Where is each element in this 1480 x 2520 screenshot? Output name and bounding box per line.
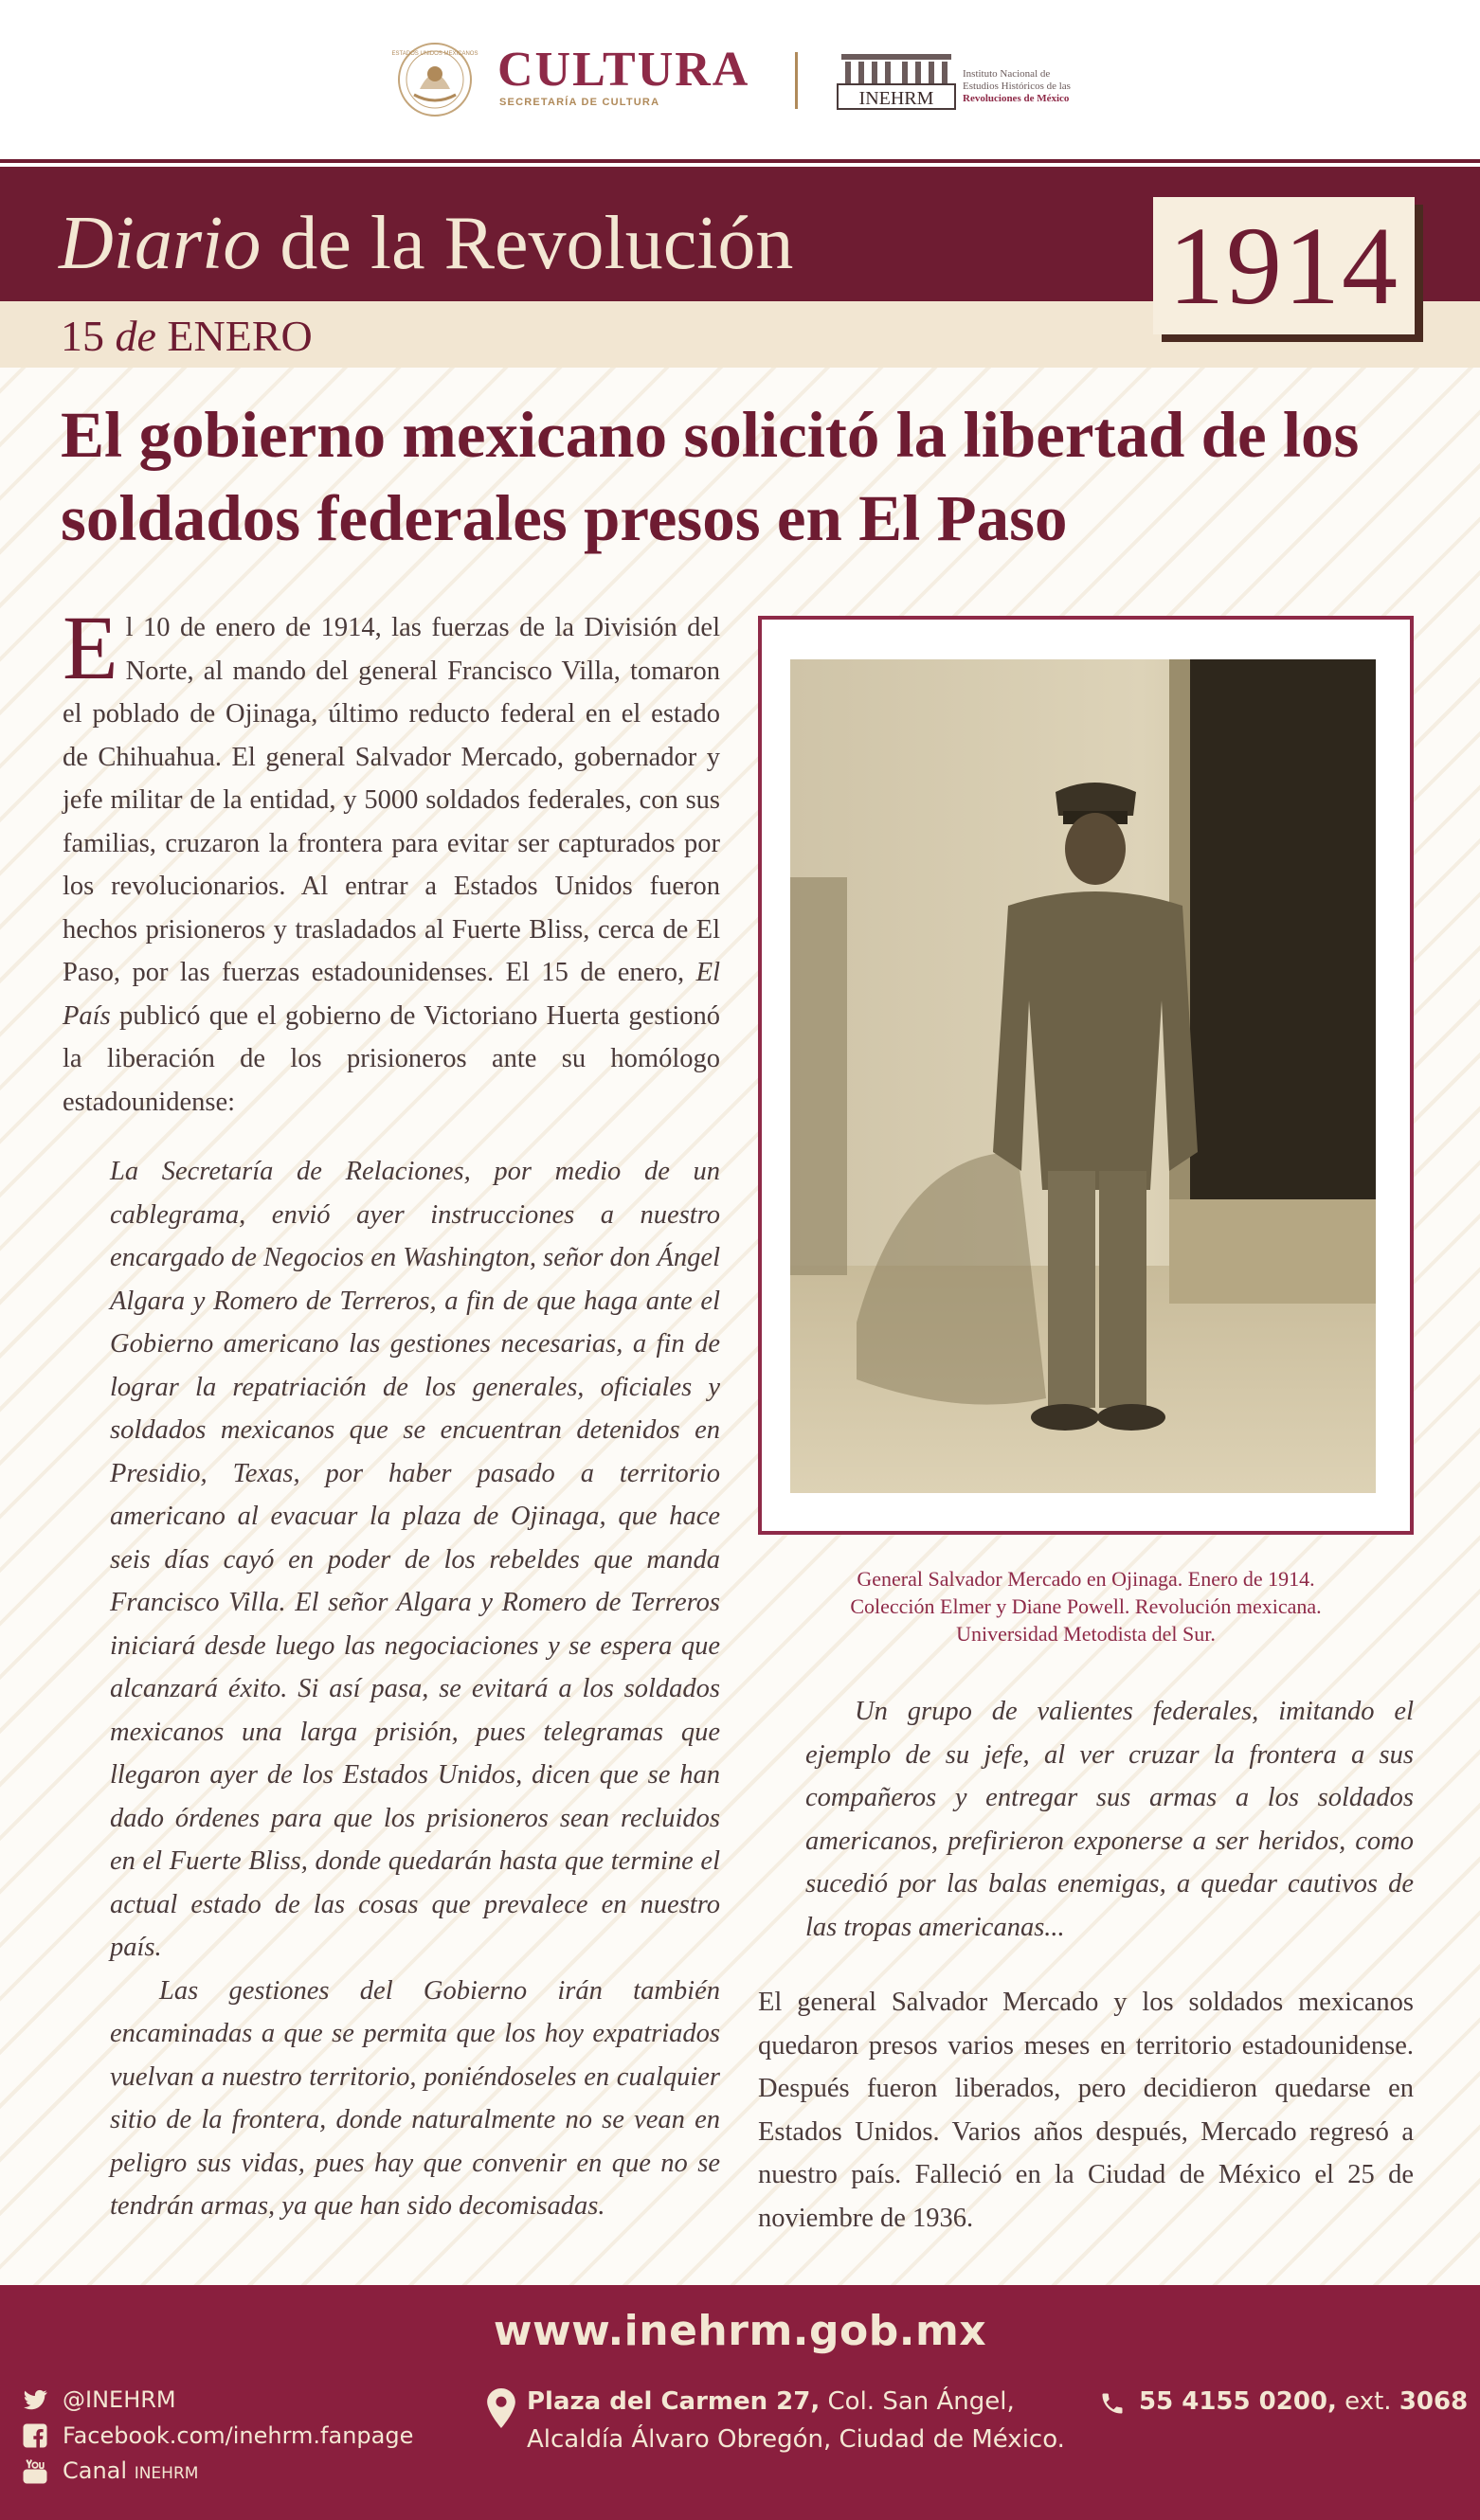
social-links <box>21 2382 413 2490</box>
twitter-link[interactable]: @INEHRM <box>21 2382 413 2418</box>
article-headline: El gobierno mexicano solicitó la libertad de los soldados federales presos en El Paso <box>61 399 1360 554</box>
year-label: 1914 <box>1168 203 1399 328</box>
date-label: 15 de ENERO <box>61 312 313 360</box>
inehrm-name: Instituto Nacional de Estudios Históricos de las Revoluciones de México <box>963 68 1071 104</box>
seal-icon <box>391 40 478 119</box>
phone-icon <box>1099 2390 1126 2417</box>
facebook-link[interactable]: Facebook.com/inehrm.fanpage <box>21 2418 413 2454</box>
masthead-title: Diario de la Revolución <box>59 202 794 285</box>
photo-caption: General Salvador Mercado en Ojinaga. Enero de 1914. Colección Elmer y Diane Powell. Revolución mexicana. Universidad Metodista del Sur. <box>850 1567 1322 1646</box>
dropcap: E <box>63 597 118 698</box>
photo-general-mercado <box>790 659 1376 1493</box>
article-intro: El 10 de enero de 1914, las fuerzas de la División del Norte, al mando del general Francisco Villa, tomaron el poblado de Ojinaga, último reducto federal en el estado de Chihuahua. El general Salvador Mercado, gobernador y jefe militar de la entidad, y 5000 soldados federales, con sus familias, cruzaron la frontera para evitar ser capturados por los revolucionarios. Al entrar a Estados Unidos fueron hechos prisioneros y trasladados al Fuerte Bliss, cerca de El Paso, por las fuerzas estadounidenses. El 15 de enero, El País publicó que el gobierno de Victoriano Huerta gestionó la liberación de los prisioneros ante su homólogo estadounidense: <box>63 597 720 1117</box>
article-closing: El general Salvador Mercado y los soldados mexicanos quedaron presos varios meses en territorio estadounidense. Después fueron liberados, pero decidieron quedarse en Estados Unidos. Varios años después, Mercado regresó a nuestro país. Falleció en la Ciudad de México el 25 de noviembre de 1936. <box>758 1988 1414 2233</box>
top-rule <box>0 159 1480 163</box>
inehrm-building-icon <box>836 52 957 111</box>
address: Plaza del Carmen 27, Col. San Ángel, Alcaldía Álvaro Obregón, Ciudad de México. <box>487 2383 1065 2458</box>
cultura-title: CULTURA <box>497 43 750 97</box>
website-link[interactable]: www.inehrm.gob.mx <box>493 2307 987 2355</box>
inehrm-logo-text: INEHRM <box>858 88 934 109</box>
year-box <box>1153 197 1415 334</box>
cultura-subtitle: SECRETARÍA DE CULTURA <box>499 97 660 108</box>
youtube-icon <box>21 2457 49 2486</box>
twitter-icon <box>21 2385 49 2414</box>
header <box>0 0 1480 156</box>
newspaper-name: El País <box>63 958 720 1031</box>
header-divider <box>795 52 798 109</box>
youtube-link[interactable]: Canal INEHRM <box>21 2454 413 2490</box>
quote-paragraph-1: La Secretaría de Relaciones, por medio de un cablegrama, envió ayer instrucciones a nuestro encargado de Negocios en Washington, señor don Ángel Algara y Romero de Terreros, a fin de que haga ante el Gobierno americano las gestiones necesarias, a fin de lograr la repatriación de los generales, oficiales y soldados mexicanos que se encuentran detenidos en Presidio, Texas, por haber pasado a territorio americano al evacuar la plaza de Ojinaga, que hace seis días cayó en poder de los rebeldes que manda Francisco Villa. El señor Algara y Romero de Terreros iniciará desde luego las negociaciones y se espera que alcanzará éxito. Si así pasa, se evitará a los soldados mexicanos una larga prisión, pues telegramas que llegaron ayer de los Estados Unidos, dicen que se han dado órdenes para que los prisioneros sean recluidos en el Fuerte Bliss, donde quedarán hasta que termine el actual estado de las cosas que prevalece en nuestro país. <box>110 1157 720 1962</box>
article-quote-right: Un grupo de valientes federales, imitando el ejemplo de su jefe, al ver cruzar la frontera a sus compañeros y entregar sus armas a los soldados americanos, prefirieron exponerse a ser heridos, como sucedió por las balas enemigas, a quedar cautivos de las tropas americanas... <box>805 1697 1414 1942</box>
location-pin-icon <box>487 2388 515 2428</box>
quote-paragraph-2: Las gestiones del Gobierno irán también encaminadas a que se permita que los hoy expatriados vuelvan a nuestro territorio, poniéndoseles en cualquier sitio de la frontera, donde naturalmente no se vean en peligro sus vidas, pues hay que convenir en que no se tendrán armas, ya que han sido decomisadas. <box>110 1975 720 2221</box>
facebook-icon <box>21 2421 49 2450</box>
article-quote <box>110 1150 720 2228</box>
phone: 55 4155 0200, ext. 3068 <box>1099 2383 1468 2421</box>
seal-lettering: ESTADOS UNIDOS MEXICANOS <box>391 51 478 57</box>
